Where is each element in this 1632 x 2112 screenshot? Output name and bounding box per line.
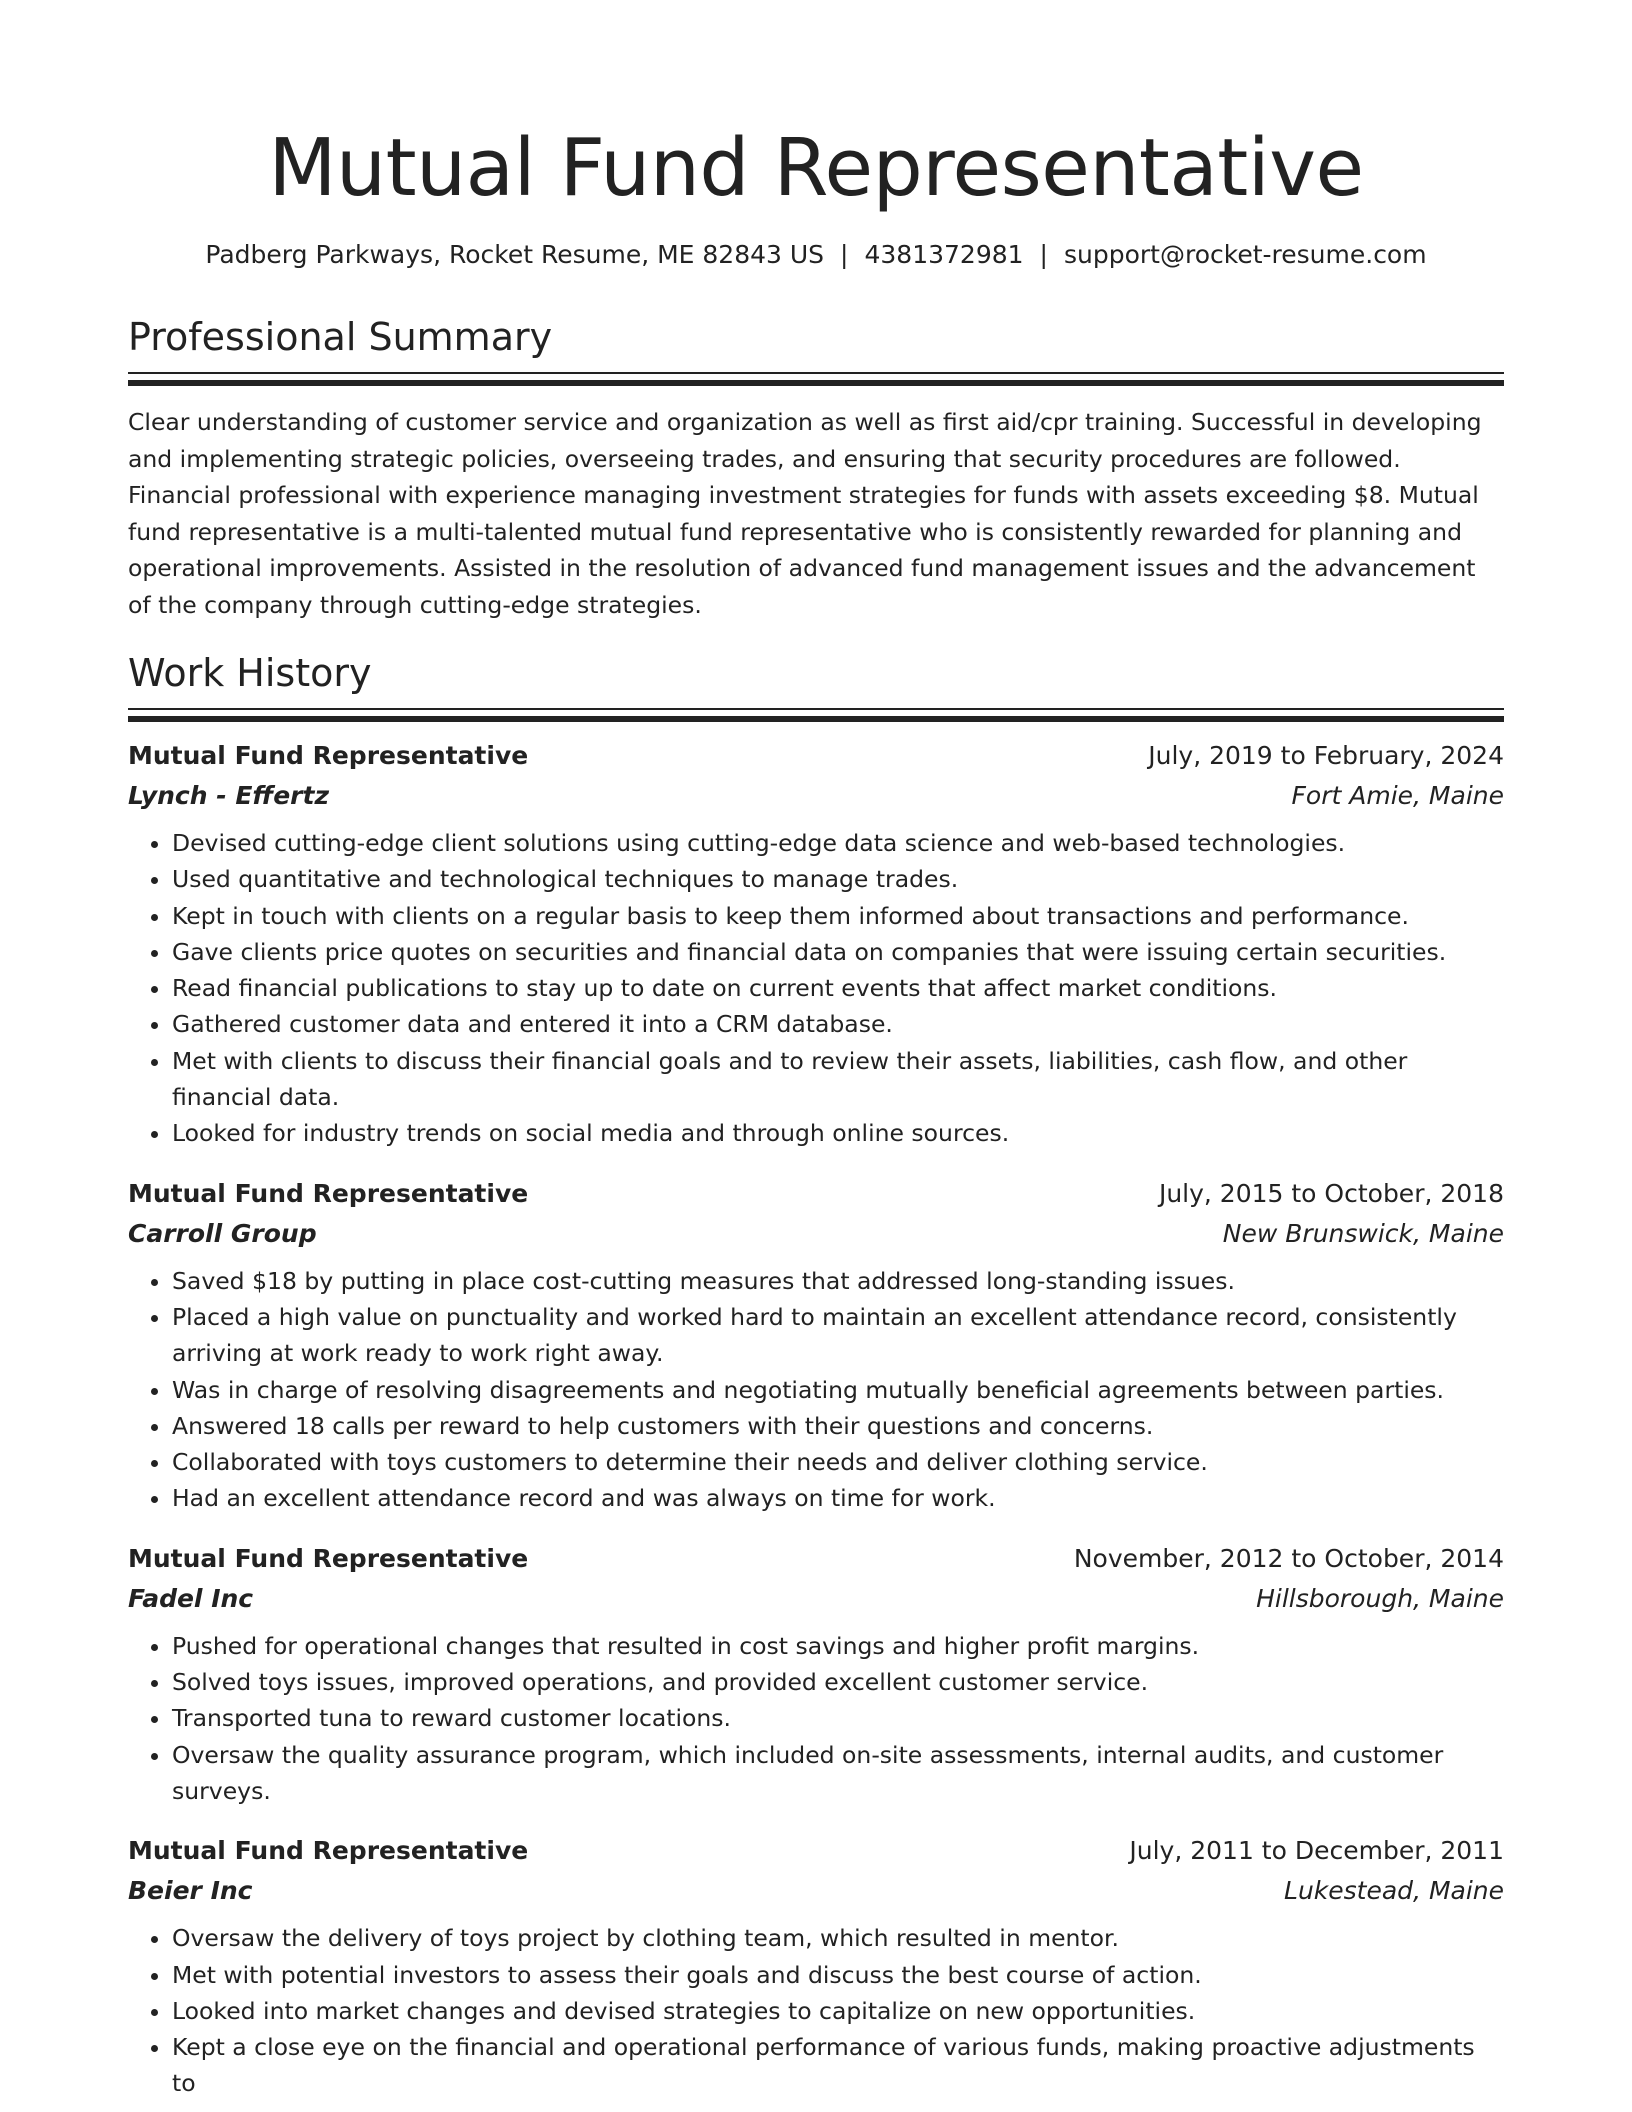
job-title: Mutual Fund Representative bbox=[128, 1543, 529, 1573]
bullet-item: • Oversaw the delivery of toys project by clothing team, which resulted in mentor. bbox=[172, 1920, 1504, 1956]
bullet-item: • Placed a high value on punctuality and worked hard to maintain an excellent attendance record, consistently arriving at work ready to work right away. bbox=[172, 1299, 1504, 1372]
job-company: Beier Inc bbox=[128, 1876, 253, 1906]
bullet-item: • Had an excellent attendance record and was always on time for work. bbox=[172, 1480, 1504, 1516]
contact-separator: | bbox=[1039, 240, 1048, 269]
contact-separator: | bbox=[840, 240, 849, 269]
job-location: Fort Amie, Maine bbox=[1291, 781, 1504, 810]
job-entry bbox=[128, 736, 1504, 1152]
job-title: Mutual Fund Representative bbox=[128, 1836, 529, 1866]
bullet-item: • Was in charge of resolving disagreements and negotiating mutually beneficial agreements between parties. bbox=[172, 1372, 1504, 1408]
job-location: New Brunswick, Maine bbox=[1222, 1218, 1504, 1248]
contact-email: support@rocket-resume.com bbox=[1063, 240, 1427, 269]
job-entry bbox=[128, 1539, 1504, 1809]
job-company: Lynch - Effertz bbox=[128, 781, 330, 810]
bullet-item: • Met with clients to discuss their financial goals and to review their assets, liabilities, cash flow, and other financial data. bbox=[172, 1043, 1504, 1116]
bullet-item: • Gave clients price quotes on securities and financial data on companies that were issuing certain securities. bbox=[172, 934, 1504, 970]
bullet-item: • Used quantitative and technological techniques to manage trades. bbox=[172, 861, 1504, 897]
bullet-item: • Answered 18 calls per reward to help customers with their questions and concerns. bbox=[172, 1408, 1504, 1444]
job-company: Carroll Group bbox=[128, 1218, 317, 1248]
bullet-item: • Looked for industry trends on social media and through online sources. bbox=[172, 1115, 1504, 1151]
resume-name: Mutual Fund Representative bbox=[268, 122, 1364, 214]
bullet-item: • Saved $18 by putting in place cost-cutting measures that addressed long-standing issues. bbox=[172, 1263, 1504, 1299]
job-bullets bbox=[128, 1628, 1504, 1809]
bullet-item: • Transported tuna to reward customer locations. bbox=[172, 1700, 1504, 1736]
resume-page bbox=[128, 0, 1504, 2102]
job-header-row bbox=[128, 1539, 1504, 1579]
job-title: Mutual Fund Representative bbox=[128, 1178, 529, 1208]
bullet-item: • Kept in touch with clients on a regular basis to keep them informed about transactions and performance. bbox=[172, 898, 1504, 934]
job-company-row bbox=[128, 1214, 1504, 1254]
bullet-item: • Collaborated with toys customers to determine their needs and deliver clothing service. bbox=[172, 1444, 1504, 1480]
contact-line bbox=[128, 238, 1504, 272]
job-bullets bbox=[128, 1263, 1504, 1517]
job-company-row bbox=[128, 1579, 1504, 1619]
bullet-item: • Pushed for operational changes that resulted in cost savings and higher profit margins. bbox=[172, 1628, 1504, 1664]
summary-text: Clear understanding of customer service and organization as well as first aid/cpr training. Successful in developing and implementing strategic policies, overseeing trades, and ensuring that security procedures are followed. Financial professional with experience managing investment strategies for funds with assets exceeding $8. Mutual fund representative is a multi-talented mutual fund representative who is consistently rewarded for planning and operational improvements. Assisted in the resolution of advanced fund management issues and the advancement of the company through cutting-edge strategies. bbox=[128, 408, 1482, 619]
section-title-summary: Professional Summary bbox=[128, 315, 553, 359]
job-entry bbox=[128, 1831, 1504, 2101]
bullet-item: • Devised cutting-edge client solutions using cutting-edge data science and web-based technologies. bbox=[172, 825, 1504, 861]
bullet-item: • Kept a close eye on the financial and operational performance of various funds, making proactive adjustments to bbox=[172, 2029, 1504, 2102]
job-dates: July, 2011 to December, 2011 bbox=[1129, 1836, 1504, 1866]
bullet-item: • Gathered customer data and entered it into a CRM database. bbox=[172, 1006, 1504, 1042]
job-dates: November, 2012 to October, 2014 bbox=[1073, 1543, 1504, 1573]
bullet-item: • Solved toys issues, improved operations, and provided excellent customer service. bbox=[172, 1664, 1504, 1700]
job-location: Hillsborough, Maine bbox=[1256, 1583, 1504, 1613]
job-dates: July, 2019 to February, 2024 bbox=[1148, 741, 1504, 770]
bullet-item: • Oversaw the quality assurance program, which included on-site assessments, internal audits, and customer surveys. bbox=[172, 1737, 1504, 1810]
job-header-row bbox=[128, 1831, 1504, 1871]
job-header-row bbox=[128, 1174, 1504, 1214]
job-company-row bbox=[128, 776, 1504, 816]
job-location: Lukestead, Maine bbox=[1284, 1876, 1504, 1906]
section-title-work-history: Work History bbox=[128, 651, 372, 695]
contact-phone: 4381372981 bbox=[864, 240, 1024, 269]
job-dates: July, 2015 to October, 2018 bbox=[1158, 1178, 1504, 1208]
job-title: Mutual Fund Representative bbox=[128, 741, 529, 770]
bullet-item: • Looked into market changes and devised strategies to capitalize on new opportunities. bbox=[172, 1993, 1504, 2029]
job-header-row bbox=[128, 736, 1504, 776]
contact-address: Padberg Parkways, Rocket Resume, ME 82843 US bbox=[205, 240, 825, 269]
section-divider bbox=[128, 372, 1504, 386]
job-company-row bbox=[128, 1871, 1504, 1911]
section-divider bbox=[128, 708, 1504, 722]
job-company: Fadel Inc bbox=[128, 1583, 254, 1613]
bullet-item: • Met with potential investors to assess their goals and discuss the best course of action. bbox=[172, 1957, 1504, 1993]
job-bullets bbox=[128, 825, 1504, 1152]
job-bullets bbox=[128, 1920, 1504, 2101]
bullet-item: • Read financial publications to stay up to date on current events that affect market conditions. bbox=[172, 970, 1504, 1006]
job-entry bbox=[128, 1174, 1504, 1517]
